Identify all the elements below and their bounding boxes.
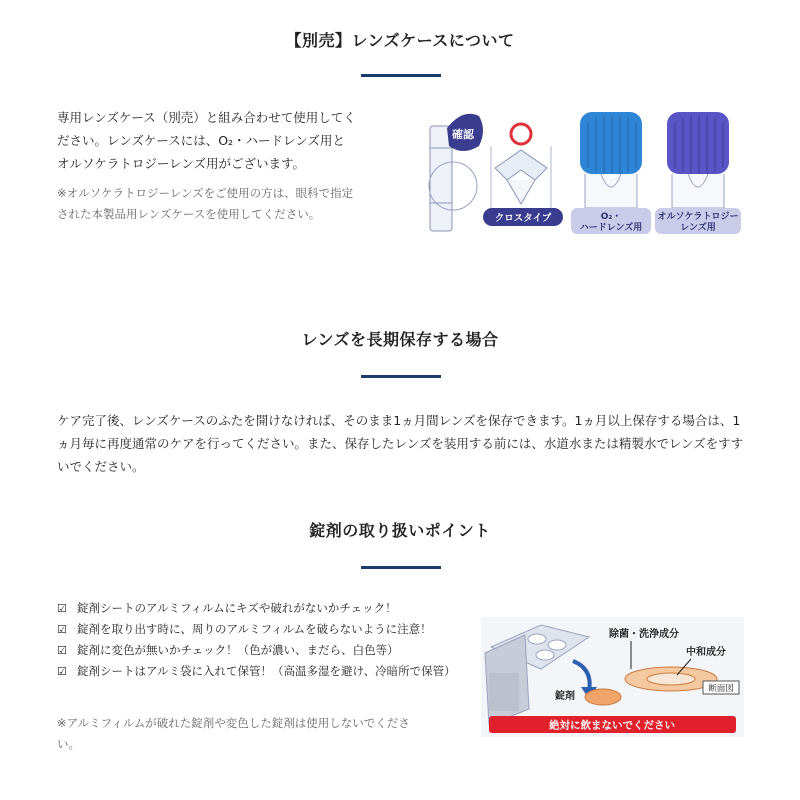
- tablet-note: ※アルミフィルムが破れた錠剤や変色した錠剤は使用しないでください。: [57, 716, 410, 751]
- list-item: [57, 661, 456, 682]
- tablet-icon: [585, 689, 621, 705]
- list-item: [57, 619, 452, 640]
- o2-label-line2: ハードレンズ用: [579, 223, 643, 233]
- orthokeratology-lens-case-icon: [667, 112, 729, 208]
- cross-type-label: クロスタイプ: [494, 213, 552, 224]
- warning-text: 絶対に飲まないでください: [549, 719, 675, 732]
- lens-case-note: ※オルソケラトロジーレンズをご使用の方は、眼科で指定された本製品用レンズケースを使用してください。: [57, 186, 354, 221]
- checkbox-icon: ☑: [57, 665, 67, 678]
- tablet-label: 錠剤: [555, 691, 575, 702]
- tablet-core-icon: [647, 673, 695, 685]
- checkbox-icon: ☑: [57, 623, 67, 636]
- cross-section-label: 断面図: [708, 684, 734, 694]
- cross-type-holder-icon: [491, 146, 551, 208]
- ring-icon: [511, 124, 531, 144]
- section-title-lens-case: 【別売】レンズケースについて: [285, 31, 515, 50]
- checklist-text: 錠剤シートはアルミ袋に入れて保管！（高温多湿を避け、冷暗所で保管）: [77, 664, 456, 678]
- neutralizer-label: 中和成分: [686, 647, 726, 658]
- list-item: [57, 598, 452, 619]
- section-title-long-storage: レンズを長期保存する場合: [301, 330, 499, 349]
- list-item: [57, 640, 452, 661]
- title-underline: [361, 566, 441, 569]
- check-badge-label: 確認: [452, 128, 474, 141]
- ortho-label-line1: オルソケラトロジー: [657, 212, 739, 222]
- check-badge: [447, 114, 483, 151]
- tablet-checklist: [57, 598, 456, 682]
- tablet-illustration: [481, 617, 744, 737]
- o2-label-line1: O₂・: [600, 212, 622, 222]
- title-underline: [361, 74, 441, 77]
- checkbox-icon: ☑: [57, 602, 67, 615]
- checkbox-icon: ☑: [57, 644, 67, 657]
- title-underline: [361, 375, 441, 378]
- lens-case-description: 専用レンズケース（別売）と組み合わせて使用してください。レンズケースには、O₂・ハードレンズ用とオルソケラトロジーレンズ用がございます。: [57, 110, 356, 171]
- lens-case-illustration: [425, 108, 745, 240]
- cleaning-component-label: 除菌・洗浄成分: [609, 629, 679, 640]
- checklist-text: 錠剤に変色が無いかチェック！（色が濃い、まだら、白色等）: [77, 643, 399, 657]
- long-storage-description: ケア完了後、レンズケースのふたを開けなければ、そのまま1ヵ月間レンズを保存できます。1ヵ月以上保存する場合は、1ヵ月毎に再度通常のケアを行ってください。また、保存したレンズを装用する前には、水道水または精製水でレンズをすすいでください。: [57, 413, 744, 474]
- section-title-tablet-handling: 錠剤の取り扱いポイント: [309, 521, 491, 540]
- checklist-text: 錠剤シートのアルミフィルムにキズや破れがないかチェック！: [77, 601, 397, 615]
- checklist-text: 錠剤を取り出す時に、周りのアルミフィルムを破らないように注意！: [77, 622, 432, 636]
- o2-hard-lens-case-icon: [580, 112, 642, 208]
- ortho-label-line2: レンズ用: [680, 223, 716, 233]
